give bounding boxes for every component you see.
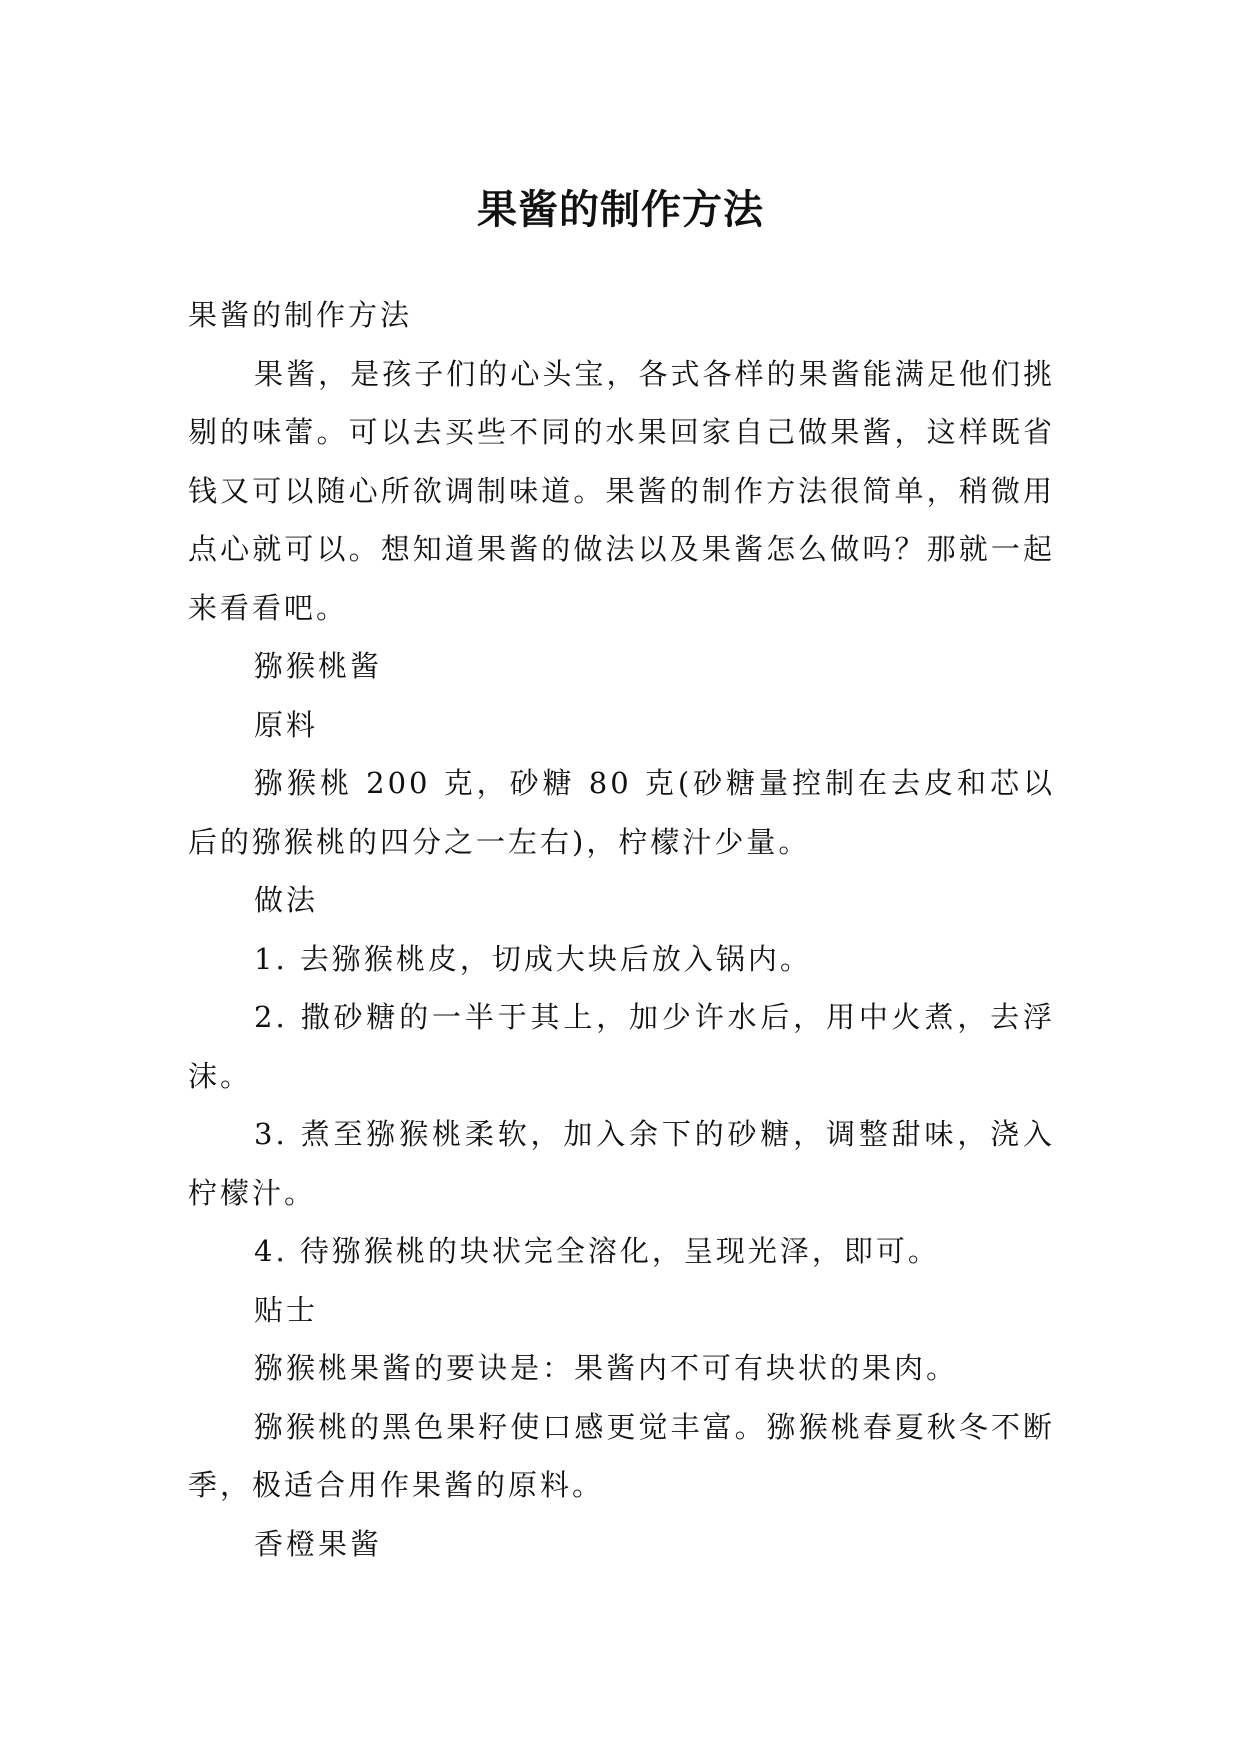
tip-2: 猕猴桃的黑色果籽使口感更觉丰富。猕猴桃春夏秋冬不断季，极适合用作果酱的原料。 (188, 1409, 1055, 1502)
paragraph-ingredients: 猕猴桃 200 克，砂糖 80 克(砂糖量控制在去皮和芯以后的猕猴桃的四分之一左右)，柠檬汁少量。 (188, 766, 1055, 859)
paragraph-intro: 果酱，是孩子们的心头宝，各式各样的果酱能满足他们挑剔的味蕾。可以去买些不同的水果回家自己做果酱，这样既省钱又可以随心所欲调制味道。果酱的制作方法很简单，稍微用点心就可以。想知道果酱的做法以及果酱怎么做吗？那就一起来看看吧。 (188, 356, 1055, 625)
document-title: 果酱的制作方法 (477, 186, 764, 233)
paragraph-subtitle: 果酱的制作方法 (188, 298, 413, 332)
section-heading-ingredients: 原料 (254, 707, 319, 742)
section-heading-tips: 贴士 (254, 1292, 319, 1327)
step-1: 1. 去猕猴桃皮，切成大块后放入锅内。 (254, 941, 812, 976)
tip-1: 猕猴桃果酱的要诀是：果酱内不可有块状的果肉。 (254, 1351, 959, 1385)
section-heading-orange-jam: 香橙果酱 (254, 1526, 383, 1561)
step-4: 4. 待猕猴桃的块状完全溶化，呈现光泽，即可。 (254, 1234, 940, 1268)
step-2: 2. 撒砂糖的一半于其上，加少许水后，用中火煮，去浮沫。 (188, 1000, 1055, 1093)
section-heading-method: 做法 (254, 883, 319, 917)
document-body (188, 286, 1055, 1573)
section-heading-kiwi-jam: 猕猴桃酱 (254, 649, 383, 683)
step-3: 3. 煮至猕猴桃柔软，加入余下的砂糖，调整甜味，浇入柠檬汁。 (188, 1117, 1055, 1210)
